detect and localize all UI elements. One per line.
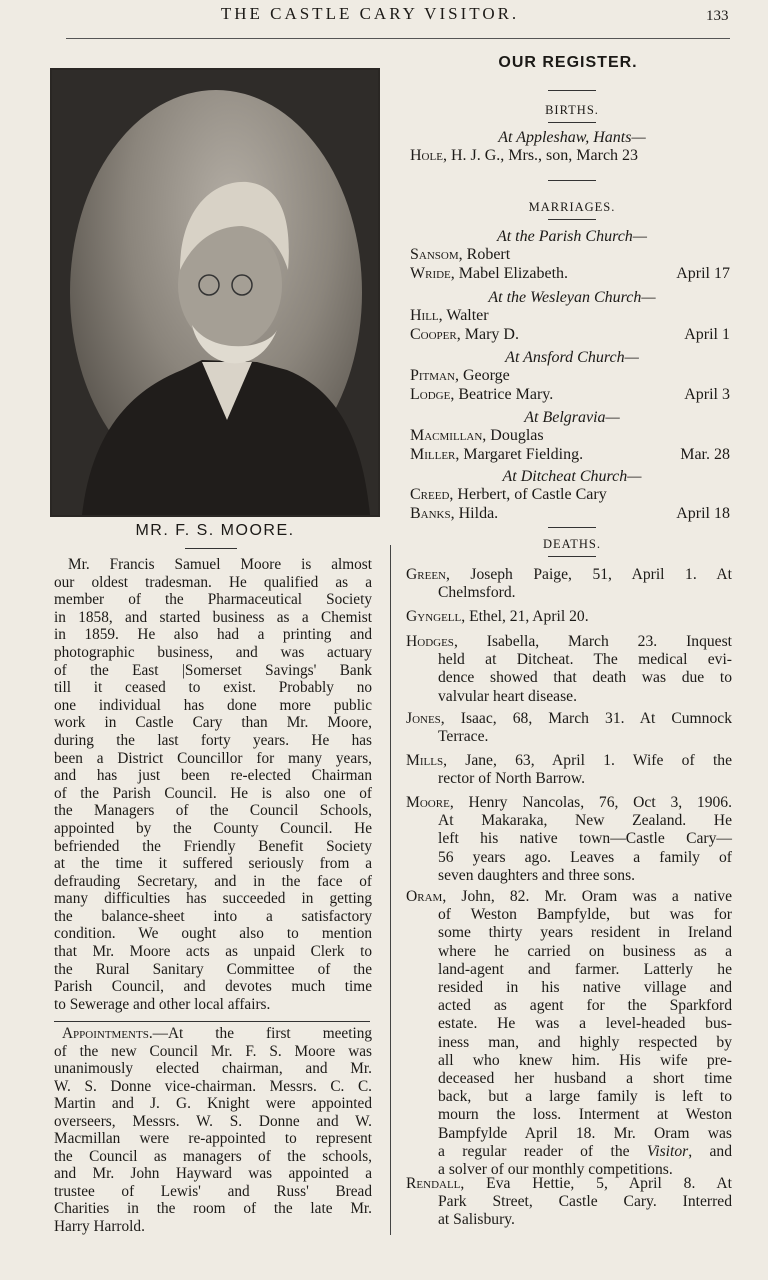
bio-line: and has just been re-elected Chairman xyxy=(54,767,372,785)
death-first-text: , John, 82. Mr. Oram was a native xyxy=(442,888,732,905)
bride-surname: Wride xyxy=(410,265,451,282)
death-surname: Green xyxy=(406,566,446,583)
bio-line: Parish Council, and devotes much time xyxy=(54,978,372,996)
bio-line: in 1859. He also had a printing and xyxy=(54,626,372,644)
caption-rule xyxy=(185,548,237,549)
marriage-place: At the Wesleyan Church— xyxy=(488,289,656,306)
bio-line: photographic business, and was actuary xyxy=(54,643,372,661)
death-surname: Moore xyxy=(406,794,450,811)
death-line: where he carried on business as a xyxy=(438,942,732,960)
marriage-bride xyxy=(410,326,730,344)
bio-line: that Mr. Moore acts as unpaid Clerk to xyxy=(54,943,372,961)
bio-line: Mr. Francis Samuel Moore is almost xyxy=(68,556,372,573)
death-first-text: , Henry Nancolas, 76, Oct 3, 1906. xyxy=(449,794,732,811)
bride-surname: Miller xyxy=(410,446,456,463)
appointments-heading: Appointments. xyxy=(62,1025,153,1042)
groom-surname: Macmillan xyxy=(410,427,483,444)
bio-line: the Rural Sanitary Committee of the xyxy=(54,960,372,978)
appointments-text xyxy=(54,1025,372,1235)
death-entry xyxy=(406,633,732,706)
death-line: all who knew him. His wife pre- xyxy=(438,1051,732,1069)
births-rule xyxy=(548,122,596,123)
groom-name: , Douglas xyxy=(482,427,544,444)
biography-text xyxy=(54,556,372,1013)
bio-line: work in Castle Cary than Mr. Moore, xyxy=(54,714,372,732)
death-first-text: , Isaac, 68, March 31. At Cumnock xyxy=(440,710,732,727)
bio-line: appointed by the County Council. He xyxy=(54,819,372,837)
bio-line: been a District Councillor for many years, xyxy=(54,749,372,767)
bride-name: , Hilda. xyxy=(450,505,499,522)
death-line: land-agent and farmer. Latterly he xyxy=(438,960,732,978)
death-line: iness man, and highly respected by xyxy=(438,1033,732,1051)
births-heading: BIRTHS. xyxy=(545,103,599,117)
appointments-line: W. S. Donne vice-chairman. Messrs. C. C. xyxy=(54,1077,372,1095)
bride-surname: Banks xyxy=(410,505,451,522)
visitor-before: a regular reader of the xyxy=(438,1142,647,1160)
death-surname: Gyngell xyxy=(406,608,462,625)
marriages-end-rule xyxy=(548,527,596,528)
death-line: 56 years ago. Leaves a family of xyxy=(438,848,732,866)
marriage-date: April 17 xyxy=(676,265,730,282)
marriage-date: April 18 xyxy=(676,505,730,522)
death-line: dence showed that death was due to xyxy=(438,669,732,687)
appointments-line: the Council as managers of the schools, xyxy=(54,1147,372,1165)
groom-name: , Herbert, of Castle Cary xyxy=(449,486,607,503)
birth-surname: Hole xyxy=(410,147,443,164)
death-first-line xyxy=(406,1175,732,1193)
appointments-lines xyxy=(54,1043,372,1236)
groom-surname: Sansom xyxy=(410,246,459,263)
death-line: valvular heart disease. xyxy=(438,687,577,705)
death-surname: Jones xyxy=(406,710,441,727)
deaths-rule xyxy=(548,556,596,557)
appointments-line: overseers, Messrs. W. S. Donne and W. xyxy=(54,1112,372,1130)
death-first-line xyxy=(406,710,732,728)
death-line: at Salisbury. xyxy=(438,1211,515,1229)
bio-line: of the Parish Council. He is also one of xyxy=(54,784,372,802)
marriage-place: At the Parish Church— xyxy=(496,228,648,245)
births-end-rule xyxy=(548,180,596,181)
page-number: 133 xyxy=(706,8,729,24)
bride-name: , Mabel Elizabeth. xyxy=(450,265,569,282)
marriage-bride xyxy=(410,265,730,283)
marriage-place: At Ditcheat Church— xyxy=(502,468,642,485)
marriage-groom xyxy=(410,307,730,325)
death-line: mourn the loss. Interment at Weston xyxy=(438,1106,732,1124)
death-entry xyxy=(406,1175,732,1230)
death-entry xyxy=(406,752,732,788)
visitor-title: Visitor xyxy=(646,1142,689,1160)
death-first-text: , Isabella, March 23. Inquest xyxy=(453,633,732,650)
death-line: Bampfylde April 18. Mr. Oram was xyxy=(438,1124,732,1142)
death-entry xyxy=(406,794,732,885)
death-first-text: , Jane, 63, April 1. Wife of the xyxy=(443,752,732,769)
register-title: OUR REGISTER. xyxy=(498,54,638,71)
bride-surname: Lodge xyxy=(410,386,451,403)
appointments-line: and Mr. John Hayward was appointed a xyxy=(54,1165,372,1182)
bride-name: , Beatrice Mary. xyxy=(450,386,554,403)
births-place: At Appleshaw, Hants— xyxy=(498,129,646,146)
bride-name: , Margaret Fielding. xyxy=(455,446,584,463)
bio-line: one individual has done more public xyxy=(54,696,372,714)
marriage-date: Mar. 28 xyxy=(680,446,730,463)
marriage-bride xyxy=(410,386,730,404)
death-line: deceased her husband a short time xyxy=(438,1070,732,1088)
death-first-text: , Joseph Paige, 51, April 1. At xyxy=(445,566,732,583)
groom-name: , Walter xyxy=(438,307,489,324)
death-line: left his native town—Castle Cary— xyxy=(438,830,732,848)
groom-surname: Pitman xyxy=(410,367,455,384)
death-entry xyxy=(406,608,732,626)
death-first-text: , Eva Hettie, 5, April 8. At xyxy=(460,1175,732,1192)
death-line: seven daughters and three sons. xyxy=(438,866,636,884)
visitor-after: , and xyxy=(688,1142,732,1160)
appointments-line: Macmillan were re-appointed to represent xyxy=(54,1130,372,1147)
appointments-line: unanimously elected chairman, and Mr. xyxy=(54,1060,372,1077)
death-first-line xyxy=(406,608,732,626)
death-line: acted as agent for the Sparkford xyxy=(438,997,732,1015)
groom-surname: Hill xyxy=(410,307,439,324)
death-first-line xyxy=(406,752,732,770)
death-line: resided in his native village and xyxy=(438,979,732,997)
marriage-groom xyxy=(410,486,730,504)
marriage-date: April 1 xyxy=(684,326,730,343)
marriage-place: At Ansford Church— xyxy=(505,349,639,366)
header-rule xyxy=(66,38,730,39)
bride-surname: Cooper xyxy=(410,326,457,343)
register-title-rule xyxy=(548,90,596,91)
death-first-line xyxy=(406,633,732,651)
death-surname: Rendall xyxy=(406,1175,461,1192)
marriage-bride xyxy=(410,446,730,464)
bio-line: our oldest tradesman. He qualified as a xyxy=(54,573,372,591)
bride-name: , Mary D. xyxy=(456,326,519,343)
appointments-line: of the new Council Mr. F. S. Moore was xyxy=(54,1042,372,1060)
portrait-caption: MR. F. S. MOORE. xyxy=(135,522,295,539)
death-first-line xyxy=(406,794,732,812)
appointments-line: trustee of Lewis' and Russ' Bread xyxy=(54,1182,372,1200)
bio-line: the Managers of the Council Schools, xyxy=(54,802,372,820)
marriage-groom xyxy=(410,246,730,264)
appointments-first-line xyxy=(54,1025,372,1043)
death-line: of Weston Bampfylde, but was for xyxy=(438,906,732,924)
death-line: estate. He was a level-headed bus- xyxy=(438,1015,732,1033)
appointments-first-rest: —At the first meeting xyxy=(152,1025,372,1042)
death-line: rector of North Barrow. xyxy=(438,770,586,788)
death-surname: Oram xyxy=(406,888,443,905)
appointments-line: Charities in the room of the late Mr. xyxy=(54,1200,372,1217)
death-line: Chelmsford. xyxy=(438,584,516,602)
bio-line: at the time it suffered seriously from a xyxy=(54,855,372,873)
death-line-final: a solver of our monthly competitions. xyxy=(438,1161,673,1179)
bio-line: befriended the Friendly Benefit Society xyxy=(54,837,372,855)
birth-entry xyxy=(410,147,730,165)
birth-details: , H. J. G., Mrs., son, March 23 xyxy=(442,147,639,164)
groom-name: , Robert xyxy=(458,246,511,263)
bio-line: the balance-sheet into a satisfactory xyxy=(54,907,372,925)
portrait-figure xyxy=(52,70,378,515)
death-surname: Mills xyxy=(406,752,444,769)
death-line: held at Ditcheat. The medical evi- xyxy=(438,651,732,669)
death-first-text: , Ethel, 21, April 20. xyxy=(461,608,589,625)
death-first-line xyxy=(406,888,732,906)
deaths-heading: DEATHS. xyxy=(542,537,602,551)
death-line: Park Street, Castle Cary. Interred xyxy=(438,1193,732,1211)
marriage-groom xyxy=(410,367,730,385)
bio-line: of the East |Somerset Savings' Bank xyxy=(54,661,372,679)
running-header: THE CASTLE CARY VISITOR. xyxy=(220,4,520,23)
bio-line: condition. We ought also to mention xyxy=(54,925,372,943)
death-entry xyxy=(406,710,732,746)
marriage-date: April 3 xyxy=(684,386,730,403)
marriage-groom xyxy=(410,427,730,445)
marriage-place: At Belgravia— xyxy=(524,409,620,426)
appointments-line: Harry Harrold. xyxy=(54,1217,145,1235)
marriage-bride xyxy=(410,505,730,523)
death-entry xyxy=(406,566,732,602)
bio-line: defrauding Secretary, and in the face of xyxy=(54,872,372,890)
marriages-rule xyxy=(548,219,596,220)
death-line: some thirty years resident in Ireland xyxy=(438,924,732,942)
death-line: At Makaraka, New Zealand. He xyxy=(438,812,732,830)
bio-line: to Sewerage and other local affairs. xyxy=(54,995,271,1013)
bio-line: in 1858, and started business as a Chemist xyxy=(54,608,372,626)
death-first-line xyxy=(406,566,732,584)
groom-surname: Creed xyxy=(410,486,450,503)
death-line: Terrace. xyxy=(438,728,489,746)
groom-name: , George xyxy=(454,367,510,384)
death-surname: Hodges xyxy=(406,633,454,650)
bio-line: many difficulties has succeeded in getting xyxy=(54,890,372,908)
death-line-visitor xyxy=(406,1143,732,1161)
marriages-heading: MARRIAGES. xyxy=(528,200,616,214)
section-separator xyxy=(54,1021,370,1022)
death-entry xyxy=(406,888,732,1179)
column-divider xyxy=(390,545,391,1235)
bio-line: member of the Pharmaceutical Society xyxy=(54,591,372,609)
appointments-line: Martin and J. G. Knight were appointed xyxy=(54,1095,372,1112)
bio-line: till it ceased to exist. Probably no xyxy=(54,679,372,697)
bio-line: during the last forty years. He has xyxy=(54,731,372,749)
death-line: back, but a large family is left to xyxy=(438,1088,732,1106)
portrait-photo xyxy=(50,68,380,517)
